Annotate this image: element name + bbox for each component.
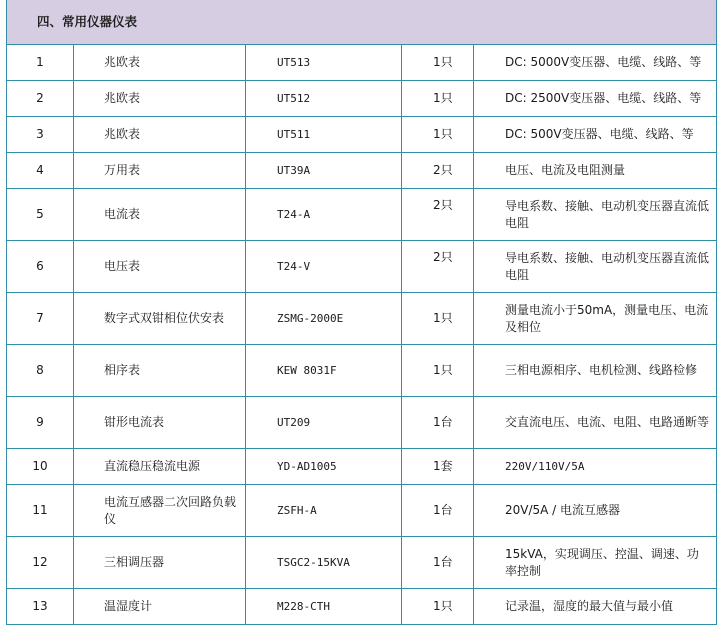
table-row: [7, 153, 717, 189]
instrument-name: 三相调压器: [74, 537, 246, 589]
instrument-name: 温湿度计: [74, 589, 246, 625]
row-number: 10: [7, 449, 74, 485]
row-number: 3: [7, 117, 74, 153]
instrument-quantity: 1只: [402, 293, 474, 345]
instrument-remark: 电压、电流及电阻测量: [474, 153, 717, 189]
instrument-name: 数字式双钳相位伏安表: [74, 293, 246, 345]
instrument-quantity: 1台: [402, 485, 474, 537]
table-row: [7, 241, 717, 293]
instrument-remark: 20V/5A / 电流互感器: [474, 485, 717, 537]
row-number: 13: [7, 589, 74, 625]
instrument-remark: 交直流电压、电流、电阻、电路通断等: [474, 397, 717, 449]
instrument-remark: 测量电流小于50mA，测量电压、电流及相位: [474, 293, 717, 345]
instrument-model: UT513: [246, 45, 402, 81]
instrument-model: KEW 8031F: [246, 345, 402, 397]
instrument-quantity: 1只: [402, 345, 474, 397]
instrument-model: ZSFH-A: [246, 485, 402, 537]
instrument-quantity: 1台: [402, 537, 474, 589]
section-title: 四、常用仪器仪表: [7, 0, 717, 45]
instrument-model: ZSMG-2000E: [246, 293, 402, 345]
instrument-quantity: 1只: [402, 589, 474, 625]
table-row: [7, 589, 717, 625]
instrument-name: 电流表: [74, 189, 246, 241]
instrument-remark: 导电系数、接触、电动机变压器直流低电阻: [474, 189, 717, 241]
section-header-row: [7, 0, 717, 45]
instrument-quantity: 1台: [402, 397, 474, 449]
table-row: [7, 293, 717, 345]
row-number: 4: [7, 153, 74, 189]
instrument-quantity: 2只: [402, 189, 474, 241]
row-number: 8: [7, 345, 74, 397]
instrument-model: UT39A: [246, 153, 402, 189]
table-row: [7, 485, 717, 537]
row-number: 7: [7, 293, 74, 345]
instrument-table: [6, 0, 717, 625]
instrument-model: UT511: [246, 117, 402, 153]
row-number: 12: [7, 537, 74, 589]
instrument-name: 电流互感器二次回路负载仪: [74, 485, 246, 537]
table-row: [7, 117, 717, 153]
row-number: 5: [7, 189, 74, 241]
table-row: [7, 345, 717, 397]
instrument-name: 兆欧表: [74, 117, 246, 153]
instrument-name: 电压表: [74, 241, 246, 293]
instrument-quantity: 2只: [402, 241, 474, 293]
instrument-name: 兆欧表: [74, 81, 246, 117]
table-row: [7, 189, 717, 241]
row-number: 11: [7, 485, 74, 537]
instrument-model: TSGC2-15KVA: [246, 537, 402, 589]
instrument-model: T24-V: [246, 241, 402, 293]
instrument-remark: 220V/110V/5A: [474, 449, 717, 485]
instrument-name: 万用表: [74, 153, 246, 189]
instrument-quantity: 1只: [402, 81, 474, 117]
table-row: [7, 449, 717, 485]
table-row: [7, 397, 717, 449]
instrument-quantity: 1只: [402, 117, 474, 153]
instrument-model: M228-CTH: [246, 589, 402, 625]
instrument-model: T24-A: [246, 189, 402, 241]
instrument-name: 直流稳压稳流电源: [74, 449, 246, 485]
instrument-remark: DC: 2500V变压器、电缆、线路、等: [474, 81, 717, 117]
instrument-quantity: 1只: [402, 45, 474, 81]
instrument-model: UT512: [246, 81, 402, 117]
instrument-name: 钳形电流表: [74, 397, 246, 449]
row-number: 2: [7, 81, 74, 117]
instrument-name: 相序表: [74, 345, 246, 397]
instrument-remark: DC: 500V变压器、电缆、线路、等: [474, 117, 717, 153]
row-number: 1: [7, 45, 74, 81]
instrument-model: YD-AD1005: [246, 449, 402, 485]
instrument-model: UT209: [246, 397, 402, 449]
instrument-name: 兆欧表: [74, 45, 246, 81]
instrument-remark: 三相电源相序、电机检测、线路检修: [474, 345, 717, 397]
table-row: [7, 45, 717, 81]
table-row: [7, 537, 717, 589]
row-number: 6: [7, 241, 74, 293]
instrument-quantity: 1套: [402, 449, 474, 485]
instrument-remark: 记录温，湿度的最大值与最小值: [474, 589, 717, 625]
instrument-remark: DC: 5000V变压器、电缆、线路、等: [474, 45, 717, 81]
instrument-remark: 导电系数、接触、电动机变压器直流低电阻: [474, 241, 717, 293]
instrument-remark: 15kVA，实现调压、控温、调速、功率控制: [474, 537, 717, 589]
row-number: 9: [7, 397, 74, 449]
table-row: [7, 81, 717, 117]
instrument-quantity: 2只: [402, 153, 474, 189]
